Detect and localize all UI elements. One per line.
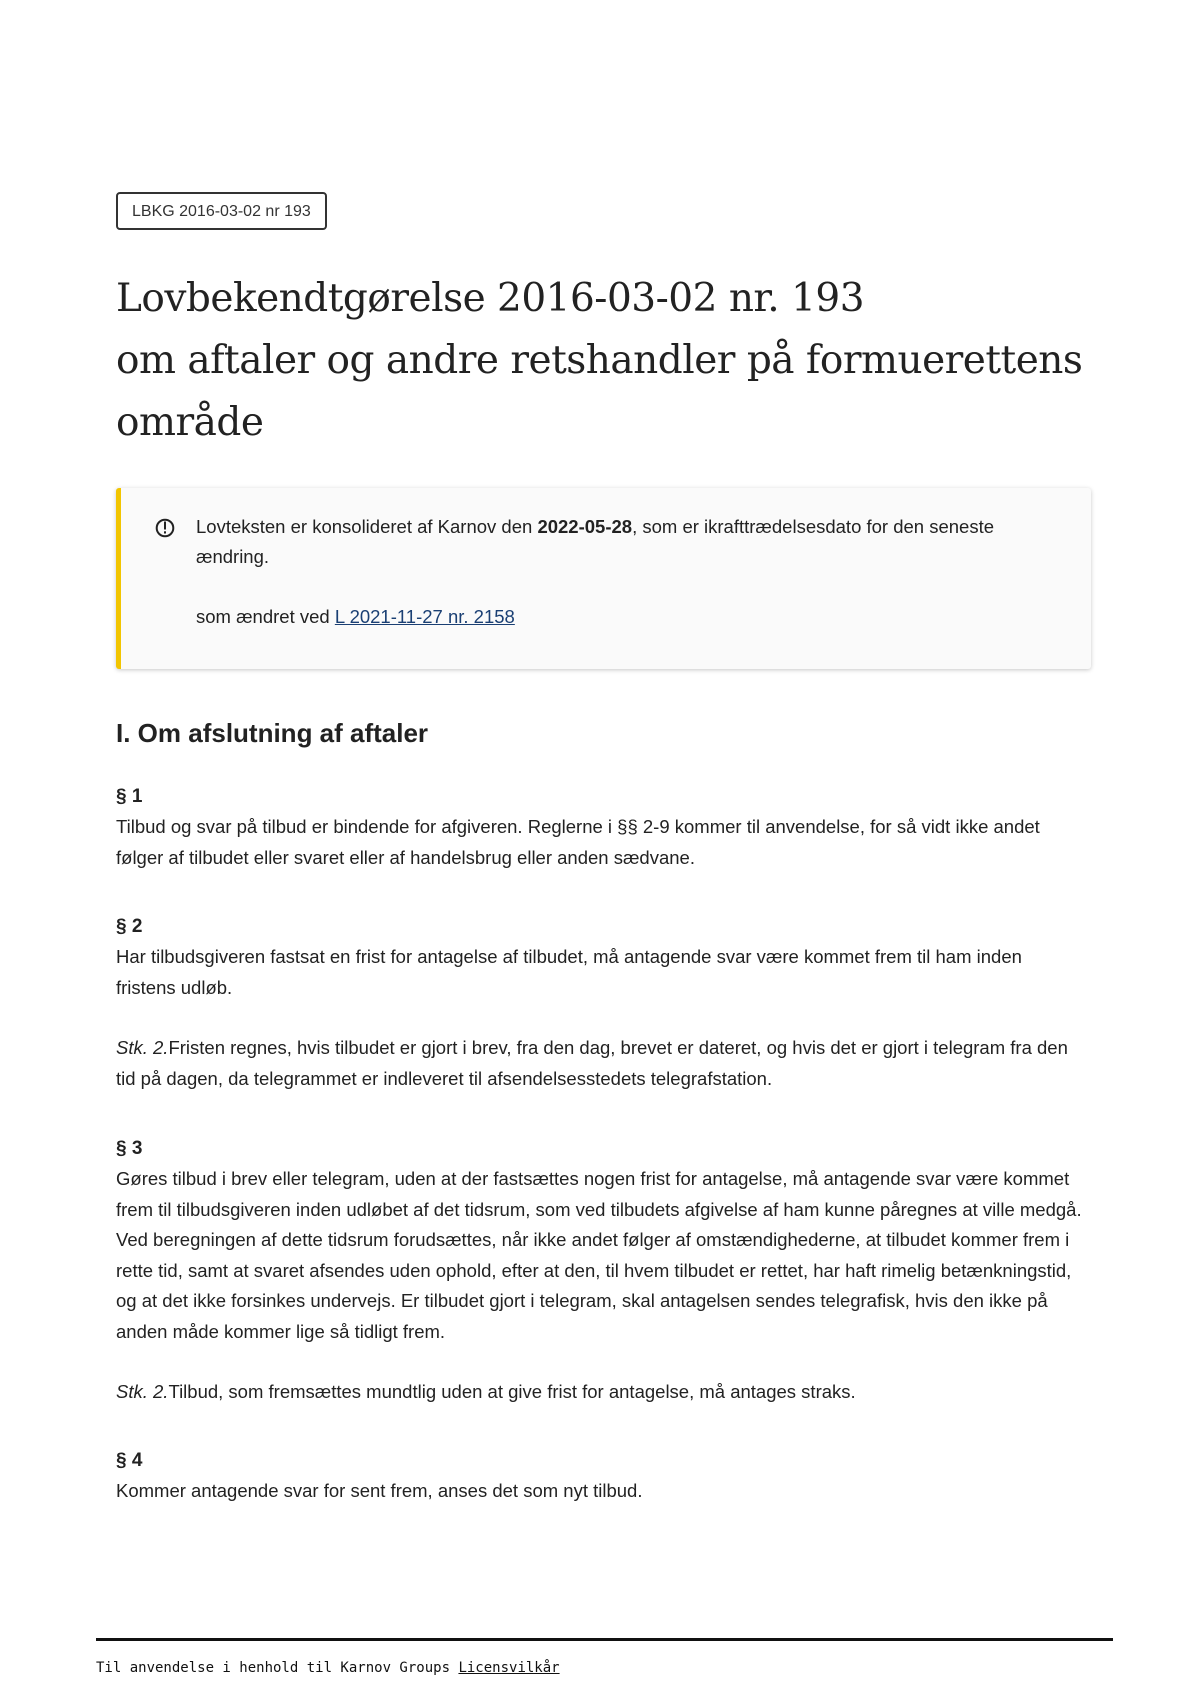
section-text: Har tilbudsgiveren fastsat en frist for antagelse af tilbudet, må antagende svar være kommet frem til ham inden fristens udløb.	[116, 946, 1022, 998]
section-text: Gøres tilbud i brev eller telegram, uden at der fastsættes nogen frist for antagelse, må antagende svar være kommet frem til tilbudsgiveren inden udløbet af det tidsrum, som ved tilbudets afgivelse af ham kunne påregnes at ville medgå. Ved beregningen af dette tidsrum forudsættes, når ikke andet følger af omstændighederne, at tilbudet kommer frem i rette tid, samt at svaret afsendes uden ophold, efter at den, til hvem tilbudet er rettet, har haft rimelig betænkningstid, og at det ikke forsinkes undervejs. Er tilbudet gjort i telegram, skal antagelsen sendes telegrafisk, hvis den ikke på anden måde kommer lige så tidligt frem.	[116, 1168, 1082, 1342]
exclamation-circle-icon	[155, 518, 175, 538]
section-1	[116, 782, 1086, 873]
section-number: § 4	[116, 1450, 143, 1471]
license-terms-link[interactable]: Licensvilkår	[458, 1660, 560, 1676]
section-stk-2: Stk. 2.Fristen regnes, hvis tilbudet er gjort i brev, fra den dag, brevet er dateret, og hvis det er gjort i telegram fra den tid på dagen, da telegrammet er indleveret til afsendelsesstedets telegrafstation.	[116, 1037, 1068, 1089]
footer: Til anvendelse i henhold til Karnov Groups Licensvilkår	[96, 1660, 560, 1676]
section-text: Tilbud og svar på tilbud er bindende for afgiveren. Reglerne i §§ 2-9 kommer til anvendelse, for så vidt ikke andet følger af tilbudet eller svaret eller af handelsbrug eller anden sædvane.	[116, 816, 1040, 868]
section-stk-2: Stk. 2.Tilbud, som fremsættes mundtlig uden at give frist for antagelse, må antages straks.	[116, 1381, 856, 1402]
section-text: Kommer antagende svar for sent frem, anses det som nyt tilbud.	[116, 1480, 643, 1501]
consolidation-date: 2022-05-28	[537, 516, 633, 537]
title-line: område	[116, 400, 264, 445]
consolidation-statement: Lovteksten er konsolideret af Karnov den 2022-05-28, som er ikrafttrædelsesdato for den seneste ændring.	[196, 516, 995, 567]
document-id-badge: LBKG 2016-03-02 nr 193	[116, 192, 327, 230]
consolidation-notice	[116, 488, 1091, 669]
amendment-link[interactable]: L 2021-11-27 nr. 2158	[334, 606, 515, 627]
section-number: § 3	[116, 1138, 143, 1159]
chapter-heading: I. Om afslutning af aftaler	[116, 718, 429, 748]
section-number: § 2	[116, 916, 143, 937]
section-3	[116, 1134, 1086, 1408]
amendment-statement: som ændret ved L 2021-11-27 nr. 2158	[196, 606, 515, 627]
section-4	[116, 1446, 1086, 1507]
section-2	[116, 912, 1086, 1094]
title-line: om aftaler og andre retshandler på formuerettens	[116, 338, 1083, 383]
notice-text	[196, 512, 1056, 632]
footer-divider	[96, 1638, 1113, 1641]
page-title	[116, 268, 1096, 454]
stk-label: Stk. 2.	[116, 1037, 169, 1058]
stk-label: Stk. 2.	[116, 1381, 169, 1402]
section-number: § 1	[116, 786, 143, 807]
title-line: Lovbekendtgørelse 2016-03-02 nr. 193	[116, 276, 865, 321]
